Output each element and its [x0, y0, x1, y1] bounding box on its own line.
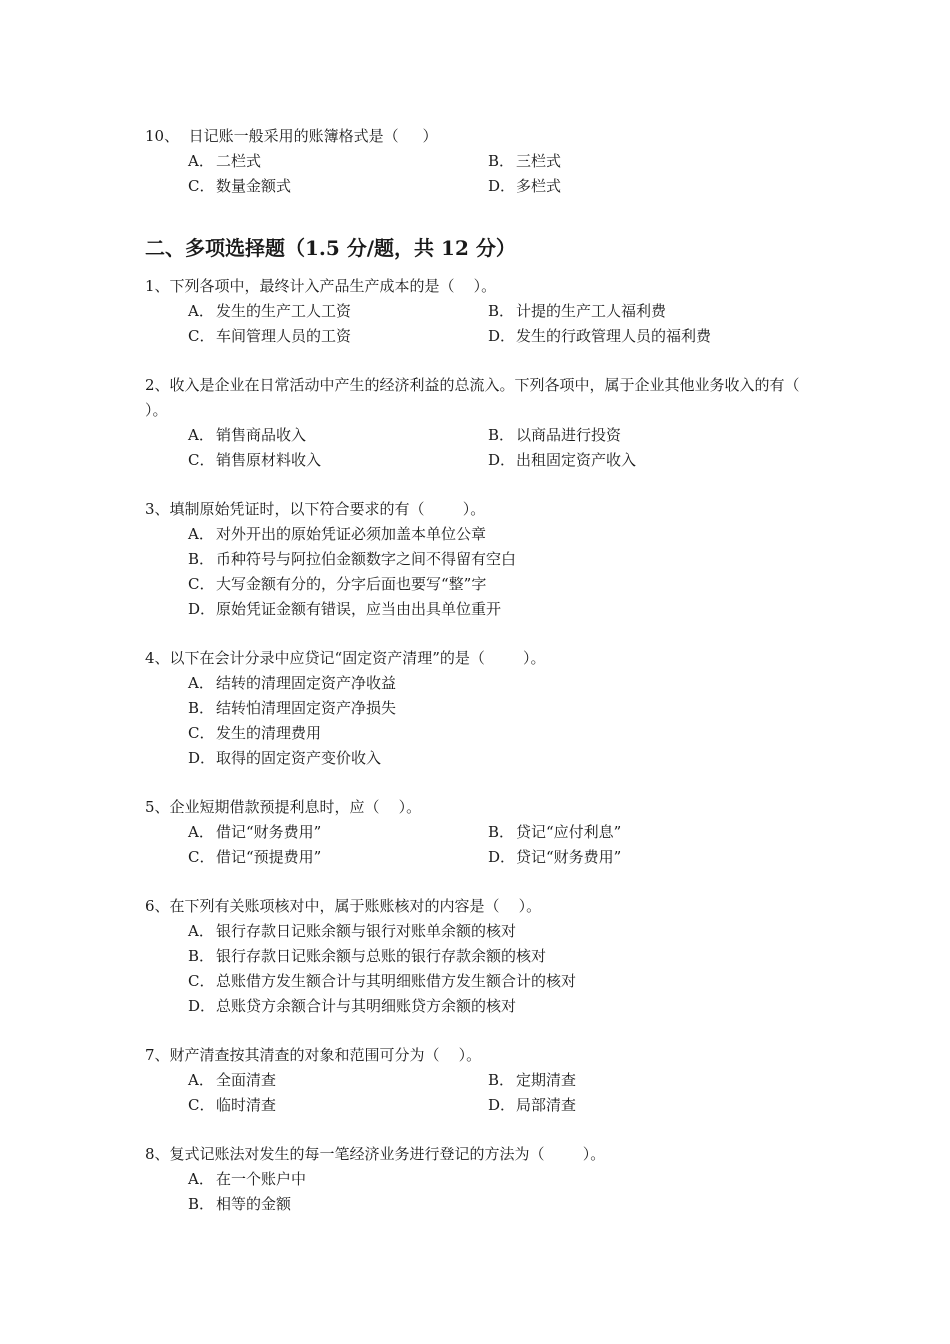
options-list: [145, 522, 813, 622]
option-letter: A．: [188, 426, 214, 444]
option-letter: C．: [188, 327, 215, 345]
options-list: [145, 1068, 813, 1118]
option-text: 币种符号与阿拉伯金额数字之间不得留有空白: [216, 550, 517, 568]
option-b: [188, 944, 813, 969]
option-d: [188, 746, 813, 771]
option-letter: D．: [188, 600, 216, 618]
option-d: [488, 174, 788, 199]
question-stem: 4、以下在会计分录中应贷记“固定资产清理”的是（ ）。: [145, 649, 546, 667]
options-list: [145, 423, 813, 473]
option-b: [488, 1068, 788, 1093]
option-d: [488, 845, 788, 870]
question-stem: 7、财产清查按其清查的对象和范围可分为（ ）。: [145, 1046, 482, 1064]
question-4: [145, 646, 813, 771]
option-letter: D．: [188, 997, 216, 1015]
option-letter: C．: [188, 972, 215, 990]
option-d: [488, 324, 788, 349]
option-text: 以商品进行投资: [516, 426, 622, 444]
question-8: [145, 1142, 813, 1217]
option-letter: B．: [488, 426, 515, 444]
option-text: 借记“预提费用”: [216, 848, 322, 866]
option-b: [488, 299, 788, 324]
option-letter: A．: [188, 152, 214, 170]
option-d: [188, 597, 813, 622]
option-letter: D．: [488, 1096, 516, 1114]
question-stem: 10、 日记账一般采用的账簿格式是（ ）: [145, 127, 438, 145]
option-b: [188, 696, 813, 721]
options-list: [145, 919, 813, 1019]
option-letter: D．: [488, 848, 516, 866]
option-a: [188, 299, 488, 324]
option-c: [188, 969, 813, 994]
option-letter: A．: [188, 302, 214, 320]
option-c: [188, 174, 488, 199]
option-a: [188, 1068, 488, 1093]
option-text: 计提的生产工人福利费: [516, 302, 667, 320]
option-b: [188, 547, 813, 572]
option-letter: A．: [188, 1071, 214, 1089]
option-a: [188, 820, 488, 845]
option-b: [488, 820, 788, 845]
option-b: [188, 1192, 813, 1217]
option-text: 局部清查: [516, 1096, 577, 1114]
page-content: [145, 124, 819, 1217]
option-text: 大写金额有分的，分字后面也要写“整”字: [216, 575, 487, 593]
option-letter: A．: [188, 674, 214, 692]
question-stem: 5、企业短期借款预提利息时，应（ ）。: [145, 798, 422, 816]
option-text: 出租固定资产收入: [516, 451, 637, 469]
option-text: 发生的行政管理人员的福利费: [516, 327, 712, 345]
option-text: 销售商品收入: [216, 426, 307, 444]
option-text: 在一个账户中: [216, 1170, 307, 1188]
option-letter: B．: [188, 947, 215, 965]
option-letter: D．: [488, 451, 516, 469]
question-stem: 2、收入是企业在日常活动中产生的经济利益的总流入。下列各项中，属于企业其他业务收入的有（ ）。: [145, 376, 819, 419]
option-c: [188, 845, 488, 870]
question-5: [145, 795, 813, 870]
options-list: [145, 820, 813, 870]
option-text: 二栏式: [216, 152, 262, 170]
option-text: 原始凭证金额有错误，应当由出具单位重开: [216, 600, 502, 618]
question-7: [145, 1043, 813, 1118]
option-text: 发生的生产工人工资: [216, 302, 352, 320]
option-b: [488, 423, 788, 448]
question-1: [145, 274, 813, 349]
option-b: [488, 149, 788, 174]
option-text: 全面清查: [216, 1071, 277, 1089]
option-letter: A．: [188, 1170, 214, 1188]
option-c: [188, 572, 813, 597]
option-text: 取得的固定资产变价收入: [216, 749, 382, 767]
option-text: 贷记“财务费用”: [516, 848, 622, 866]
option-letter: C．: [188, 1096, 215, 1114]
option-letter: B．: [188, 1195, 215, 1213]
option-letter: B．: [488, 302, 515, 320]
option-text: 银行存款日记账余额与总账的银行存款余额的核对: [216, 947, 547, 965]
option-c: [188, 324, 488, 349]
options-list: [145, 671, 813, 771]
question-stem: 1、下列各项中，最终计入产品生产成本的是（ ）。: [145, 277, 497, 295]
option-text: 临时清查: [216, 1096, 277, 1114]
option-letter: B．: [488, 1071, 515, 1089]
option-text: 三栏式: [516, 152, 562, 170]
option-letter: C．: [188, 177, 215, 195]
options-list: [145, 149, 813, 199]
option-a: [188, 671, 813, 696]
option-a: [188, 522, 813, 547]
option-text: 总账借方发生额合计与其明细账借方发生额合计的核对: [216, 972, 577, 990]
option-letter: A．: [188, 922, 214, 940]
option-a: [188, 919, 813, 944]
option-text: 相等的金额: [216, 1195, 292, 1213]
option-c: [188, 1093, 488, 1118]
option-a: [188, 1167, 813, 1192]
option-text: 销售原材料收入: [216, 451, 322, 469]
option-text: 多栏式: [516, 177, 562, 195]
option-a: [188, 149, 488, 174]
option-text: 贷记“应付利息”: [516, 823, 622, 841]
question-stem: 6、在下列有关账项核对中，属于账账核对的内容是（ ）。: [145, 897, 542, 915]
option-letter: C．: [188, 848, 215, 866]
option-letter: A．: [188, 525, 214, 543]
option-letter: B．: [488, 152, 515, 170]
option-text: 数量金额式: [216, 177, 292, 195]
question-6: [145, 894, 813, 1019]
option-text: 结转怕清理固定资产净损失: [216, 699, 397, 717]
option-d: [488, 1093, 788, 1118]
option-text: 结转的清理固定资产净收益: [216, 674, 397, 692]
option-letter: C．: [188, 724, 215, 742]
option-c: [188, 448, 488, 473]
option-letter: D．: [488, 327, 516, 345]
option-letter: C．: [188, 575, 215, 593]
option-text: 总账贷方余额合计与其明细账贷方余额的核对: [216, 997, 517, 1015]
option-letter: B．: [188, 699, 215, 717]
question-3: [145, 497, 813, 622]
option-text: 发生的清理费用: [216, 724, 322, 742]
option-letter: D．: [488, 177, 516, 195]
options-list: [145, 1167, 813, 1217]
option-text: 车间管理人员的工资: [216, 327, 352, 345]
section-title: 二、多项选择题（1.5 分/题，共 12 分）: [145, 236, 516, 260]
option-letter: C．: [188, 451, 215, 469]
question-stem: 3、填制原始凭证时，以下符合要求的有（ ）。: [145, 500, 486, 518]
question-2: [145, 373, 819, 473]
question-stem: 8、复式记账法对发生的每一笔经济业务进行登记的方法为（ ）。: [145, 1145, 606, 1163]
option-c: [188, 721, 813, 746]
option-letter: B．: [188, 550, 215, 568]
option-d: [188, 994, 813, 1019]
option-letter: B．: [488, 823, 515, 841]
option-text: 银行存款日记账余额与银行对账单余额的核对: [216, 922, 517, 940]
option-text: 对外开出的原始凭证必须加盖本单位公章: [216, 525, 487, 543]
option-text: 借记“财务费用”: [216, 823, 322, 841]
option-text: 定期清查: [516, 1071, 577, 1089]
option-d: [488, 448, 788, 473]
options-list: [145, 299, 813, 349]
option-a: [188, 423, 488, 448]
option-letter: A．: [188, 823, 214, 841]
question-10: [145, 124, 813, 199]
option-letter: D．: [188, 749, 216, 767]
